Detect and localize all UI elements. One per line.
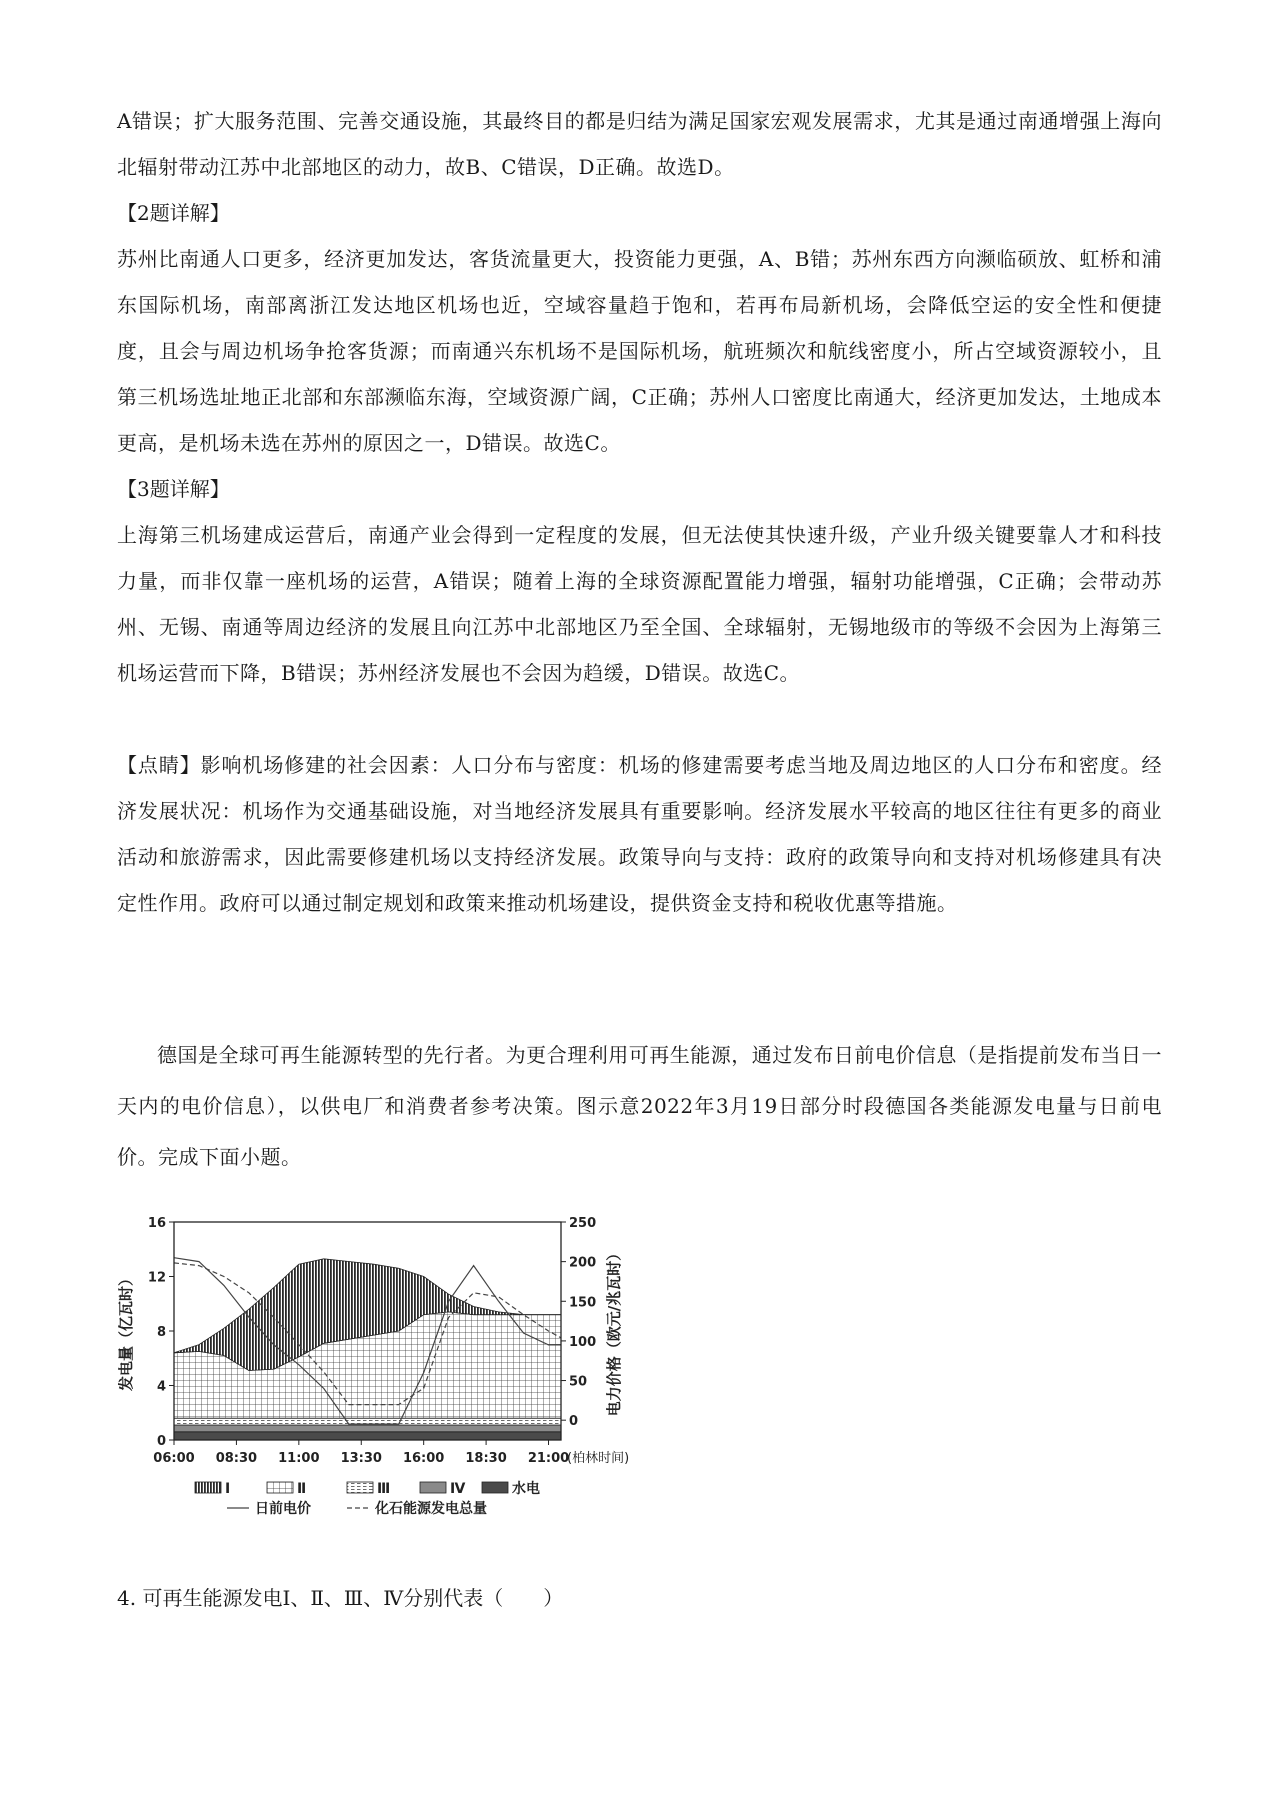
y2-axis-label: 电力价格（欧元/兆瓦时） [605, 1245, 623, 1417]
y2-tick-label: 200 [569, 1255, 597, 1271]
x-tick-label: 06:00 [153, 1451, 195, 1466]
y2-tick-label: 100 [569, 1334, 597, 1350]
legend-swatch [347, 1482, 373, 1493]
y2-tick-label: 0 [569, 1414, 579, 1430]
y-tick-label: 12 [147, 1270, 166, 1286]
x-tick-label: 18:30 [465, 1451, 507, 1466]
area-series-水电 [174, 1432, 561, 1440]
question-4: 4. 可再生能源发电Ⅰ、Ⅱ、Ⅲ、Ⅳ分别代表（ ） [117, 1586, 564, 1610]
legend-line-label: 日前电价 [255, 1501, 311, 1517]
analysis-paragraph-1: A错误；扩大服务范围、完善交通设施，其最终目的都是归结为满足国家宏观发展需求，尤其是通过南通增强上海向北辐射带动江苏中北部地区的动力，故B、C错误，D正确。故选D。 [117, 109, 1162, 179]
legend-label: Ⅲ [377, 1481, 391, 1497]
area-series-Ⅳ [174, 1425, 561, 1432]
analysis-paragraph-2: 苏州比南通人口更多，经济更加发达，客货流量更大，投资能力更强，A、B错；苏州东西方向濒临硕放、虹桥和浦东国际机场，南部离浙江发达地区机场也近，空域容量趋于饱和，若再布局新机场，会降低空运的安全性和便捷度，且会与周边机场争抢客货源；而南通兴东机场不是国际机场，航班频次和航线密度小，所占空域资源较小，且第三机场选址地正北部和东部濒临东海，空域资源广阔，C正确；苏州人口密度比南通大，经济更加发达，土地成本更高，是机场未选在苏州的原因之一，D错误。故选C。 [117, 247, 1162, 455]
legend-swatch [195, 1482, 221, 1493]
y2-tick-label: 250 [569, 1216, 597, 1231]
y-tick-label: 16 [147, 1216, 166, 1231]
x-tick-label: 11:00 [278, 1451, 320, 1466]
legend-swatch [482, 1482, 508, 1493]
analysis-paragraph-3: 上海第三机场建成运营后，南通产业会得到一定程度的发展，但无法使其快速升级，产业升级关键要靠人才和科技力量，而非仅靠一座机场的运营，A错误；随着上海的全球资源配置能力增强，辐射功能增强，C正确；会带动苏州、无锡、南通等周边经济的发展且向江苏中北部地区乃至全国、全球辐射，无锡地级市的等级不会因为上海第三机场运营而下降，B错误；苏州经济发展也不会因为趋缓，D错误。故选C。 [117, 523, 1162, 685]
y-axis-label: 发电量（亿瓦时） [117, 1270, 135, 1392]
x-tick-label: 13:30 [340, 1451, 382, 1466]
material-paragraph: 德国是全球可再生能源转型的先行者。为更合理利用可再生能源，通过发布日前电价信息（是指提前发布当日一天内的电价信息），以供电厂和消费者参考决策。图示意2022年3月19日部分时段德国各类能源发电量与日前电价。完成下面小题。 [117, 1043, 1162, 1169]
heading-q2: 【2题详解】 [117, 201, 230, 225]
x-tick-label: 16:00 [402, 1451, 445, 1466]
y2-tick-label: 150 [569, 1295, 597, 1311]
analysis-paragraph-tip: 【点睛】影响机场修建的社会因素：人口分布与密度：机场的修建需要考虑当地及周边地区的人口分布和密度。经济发展状况：机场作为交通基础设施，对当地经济发展具有重要影响。经济发展水平较高的地区往往有更多的商业活动和旅游需求，因此需要修建机场以支持经济发展。政策导向与支持：政府的政策导向和支持对机场修建具有决定性作用。政府可以通过制定规划和政策来推动机场建设，提供资金支持和税收优惠等措施。 [117, 753, 1162, 915]
legend-label: Ⅰ [225, 1481, 231, 1497]
legend-line-label: 化石能源发电总量 [375, 1501, 487, 1517]
legend-swatch [420, 1482, 446, 1493]
y2-tick-label: 50 [569, 1374, 588, 1390]
y-tick-label: 4 [156, 1379, 166, 1395]
legend-label: Ⅳ [450, 1481, 466, 1497]
energy-chart [117, 1212, 757, 1567]
legend-label: Ⅱ [297, 1481, 307, 1497]
y-tick-label: 8 [156, 1325, 166, 1340]
x-tick-label: 21:00 [527, 1451, 570, 1466]
x-tick-label: 08:30 [215, 1451, 258, 1466]
legend-label: 水电 [512, 1481, 540, 1497]
heading-q3: 【3题详解】 [117, 477, 230, 501]
legend-swatch [267, 1482, 293, 1493]
x-axis-unit: (柏林时间) [567, 1451, 630, 1466]
y-tick-label: 0 [156, 1434, 166, 1449]
